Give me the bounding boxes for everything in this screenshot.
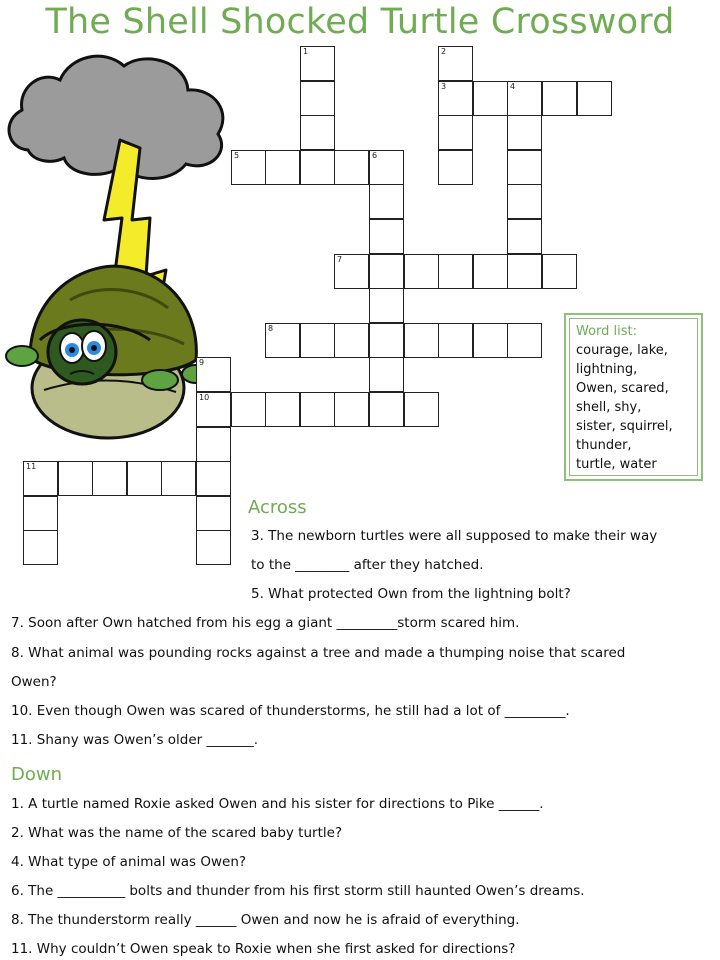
- crossword-cell[interactable]: [265, 392, 300, 427]
- clue-number: 3: [441, 82, 447, 91]
- crossword-cell[interactable]: [507, 115, 542, 150]
- clue-number: 11: [26, 462, 37, 471]
- word-list-line: sister, squirrel,: [576, 419, 673, 434]
- crossword-cell[interactable]: [473, 254, 508, 289]
- crossword-cell[interactable]: [507, 254, 542, 289]
- crossword-cell[interactable]: [404, 254, 439, 289]
- crossword-cell[interactable]: [542, 81, 577, 116]
- across-clue: 5. What protected Own from the lightning bolt?: [251, 586, 571, 602]
- clue-number: 9: [199, 358, 205, 367]
- crossword-cell[interactable]: [300, 392, 335, 427]
- clue-number: 6: [372, 151, 378, 160]
- across-clue: Owen?: [11, 674, 57, 690]
- page-title: The Shell Shocked Turtle Crossword: [45, 2, 675, 42]
- crossword-cell[interactable]: [438, 150, 473, 185]
- crossword-cell[interactable]: [369, 184, 404, 219]
- clue-number: 7: [337, 255, 343, 264]
- word-list-line: lightning,: [576, 362, 638, 377]
- clue-number: 10: [199, 393, 210, 402]
- crossword-cell[interactable]: [265, 150, 300, 185]
- down-clue: 1. A turtle named Roxie asked Owen and his sister for directions to Pike ______.: [11, 796, 544, 812]
- down-clue: 2. What was the name of the scared baby turtle?: [11, 825, 343, 841]
- word-list-line: thunder,: [576, 438, 632, 453]
- crossword-cell[interactable]: [334, 323, 369, 358]
- crossword-cell[interactable]: [438, 323, 473, 358]
- crossword-cell[interactable]: [438, 254, 473, 289]
- crossword-cell[interactable]: [577, 81, 612, 116]
- down-clue: 4. What type of animal was Owen?: [11, 854, 247, 870]
- clue-number: 4: [510, 82, 516, 91]
- crossword-cell[interactable]: [507, 323, 542, 358]
- crossword-cell[interactable]: [369, 254, 404, 289]
- crossword-cell[interactable]: [473, 81, 508, 116]
- across-clue: 3. The newborn turtles were all supposed to make their way: [251, 528, 658, 544]
- across-heading: Across: [248, 497, 307, 518]
- crossword-cell[interactable]: [23, 496, 58, 531]
- crossword-cell[interactable]: [196, 496, 231, 531]
- crossword-cell[interactable]: [300, 150, 335, 185]
- crossword-cell[interactable]: [507, 150, 542, 185]
- crossword-cell[interactable]: [507, 184, 542, 219]
- crossword-cell[interactable]: [231, 150, 266, 185]
- crossword-cell[interactable]: [438, 46, 473, 81]
- crossword-cell[interactable]: [196, 461, 231, 496]
- word-list-line: shell, shy,: [576, 400, 642, 415]
- crossword-cell[interactable]: [300, 46, 335, 81]
- crossword-cell[interactable]: [334, 150, 369, 185]
- crossword-cell[interactable]: [334, 254, 369, 289]
- crossword-cell[interactable]: [300, 115, 335, 150]
- crossword-cell[interactable]: [369, 150, 404, 185]
- crossword-cell[interactable]: [369, 392, 404, 427]
- crossword-cell[interactable]: [404, 323, 439, 358]
- word-list-line: Owen, scared,: [576, 381, 669, 396]
- clue-number: 8: [268, 324, 274, 333]
- across-clue: 11. Shany was Owen’s older _______.: [11, 732, 259, 748]
- crossword-cell[interactable]: [369, 323, 404, 358]
- across-clue: 8. What animal was pounding rocks against a tree and made a thumping noise that scared: [11, 645, 626, 661]
- crossword-cell[interactable]: [369, 357, 404, 392]
- crossword-cell[interactable]: [196, 392, 231, 427]
- down-heading: Down: [11, 764, 63, 785]
- crossword-cell[interactable]: [265, 323, 300, 358]
- crossword-cell[interactable]: [161, 461, 196, 496]
- crossword-cell[interactable]: [507, 219, 542, 254]
- crossword-cell[interactable]: [404, 392, 439, 427]
- crossword-cell[interactable]: [196, 357, 231, 392]
- crossword-cell[interactable]: [438, 81, 473, 116]
- crossword-cell[interactable]: [334, 392, 369, 427]
- word-list-title: Word list:: [576, 324, 638, 339]
- word-list-line: turtle, water: [576, 457, 657, 472]
- crossword-cell[interactable]: [369, 219, 404, 254]
- crossword-cell[interactable]: [300, 323, 335, 358]
- clue-number: 1: [303, 47, 309, 56]
- down-clue: 6. The __________ bolts and thunder from his first storm still haunted Owen’s dreams.: [11, 883, 585, 899]
- clue-number: 2: [441, 47, 447, 56]
- crossword-cell[interactable]: [92, 461, 127, 496]
- crossword-cell[interactable]: [507, 81, 542, 116]
- crossword-cell[interactable]: [23, 530, 58, 565]
- turtle-icon: [6, 266, 210, 438]
- crossword-cell[interactable]: [231, 392, 266, 427]
- crossword-cell[interactable]: [127, 461, 162, 496]
- crossword-cell[interactable]: [369, 288, 404, 323]
- crossword-cell[interactable]: [473, 323, 508, 358]
- crossword-cell[interactable]: [542, 254, 577, 289]
- crossword-cell[interactable]: [58, 461, 93, 496]
- across-clue: 7. Soon after Own hatched from his egg a giant _________storm scared him.: [11, 615, 520, 631]
- across-clue: to the ________ after they hatched.: [251, 557, 484, 573]
- crossword-cell[interactable]: [438, 115, 473, 150]
- down-clue: 11. Why couldn’t Owen speak to Roxie when she first asked for directions?: [11, 941, 516, 957]
- across-clue: 10. Even though Owen was scared of thunderstorms, he still had a lot of _________.: [11, 703, 570, 719]
- word-list-box: [564, 313, 703, 481]
- crossword-cell[interactable]: [196, 530, 231, 565]
- crossword-cell[interactable]: [300, 81, 335, 116]
- clue-number: 5: [234, 151, 240, 160]
- crossword-cell[interactable]: [196, 427, 231, 462]
- crossword-cell[interactable]: [23, 461, 58, 496]
- word-list-line: courage, lake,: [576, 343, 668, 358]
- down-clue: 8. The thunderstorm really ______ Owen and now he is afraid of everything.: [11, 912, 520, 928]
